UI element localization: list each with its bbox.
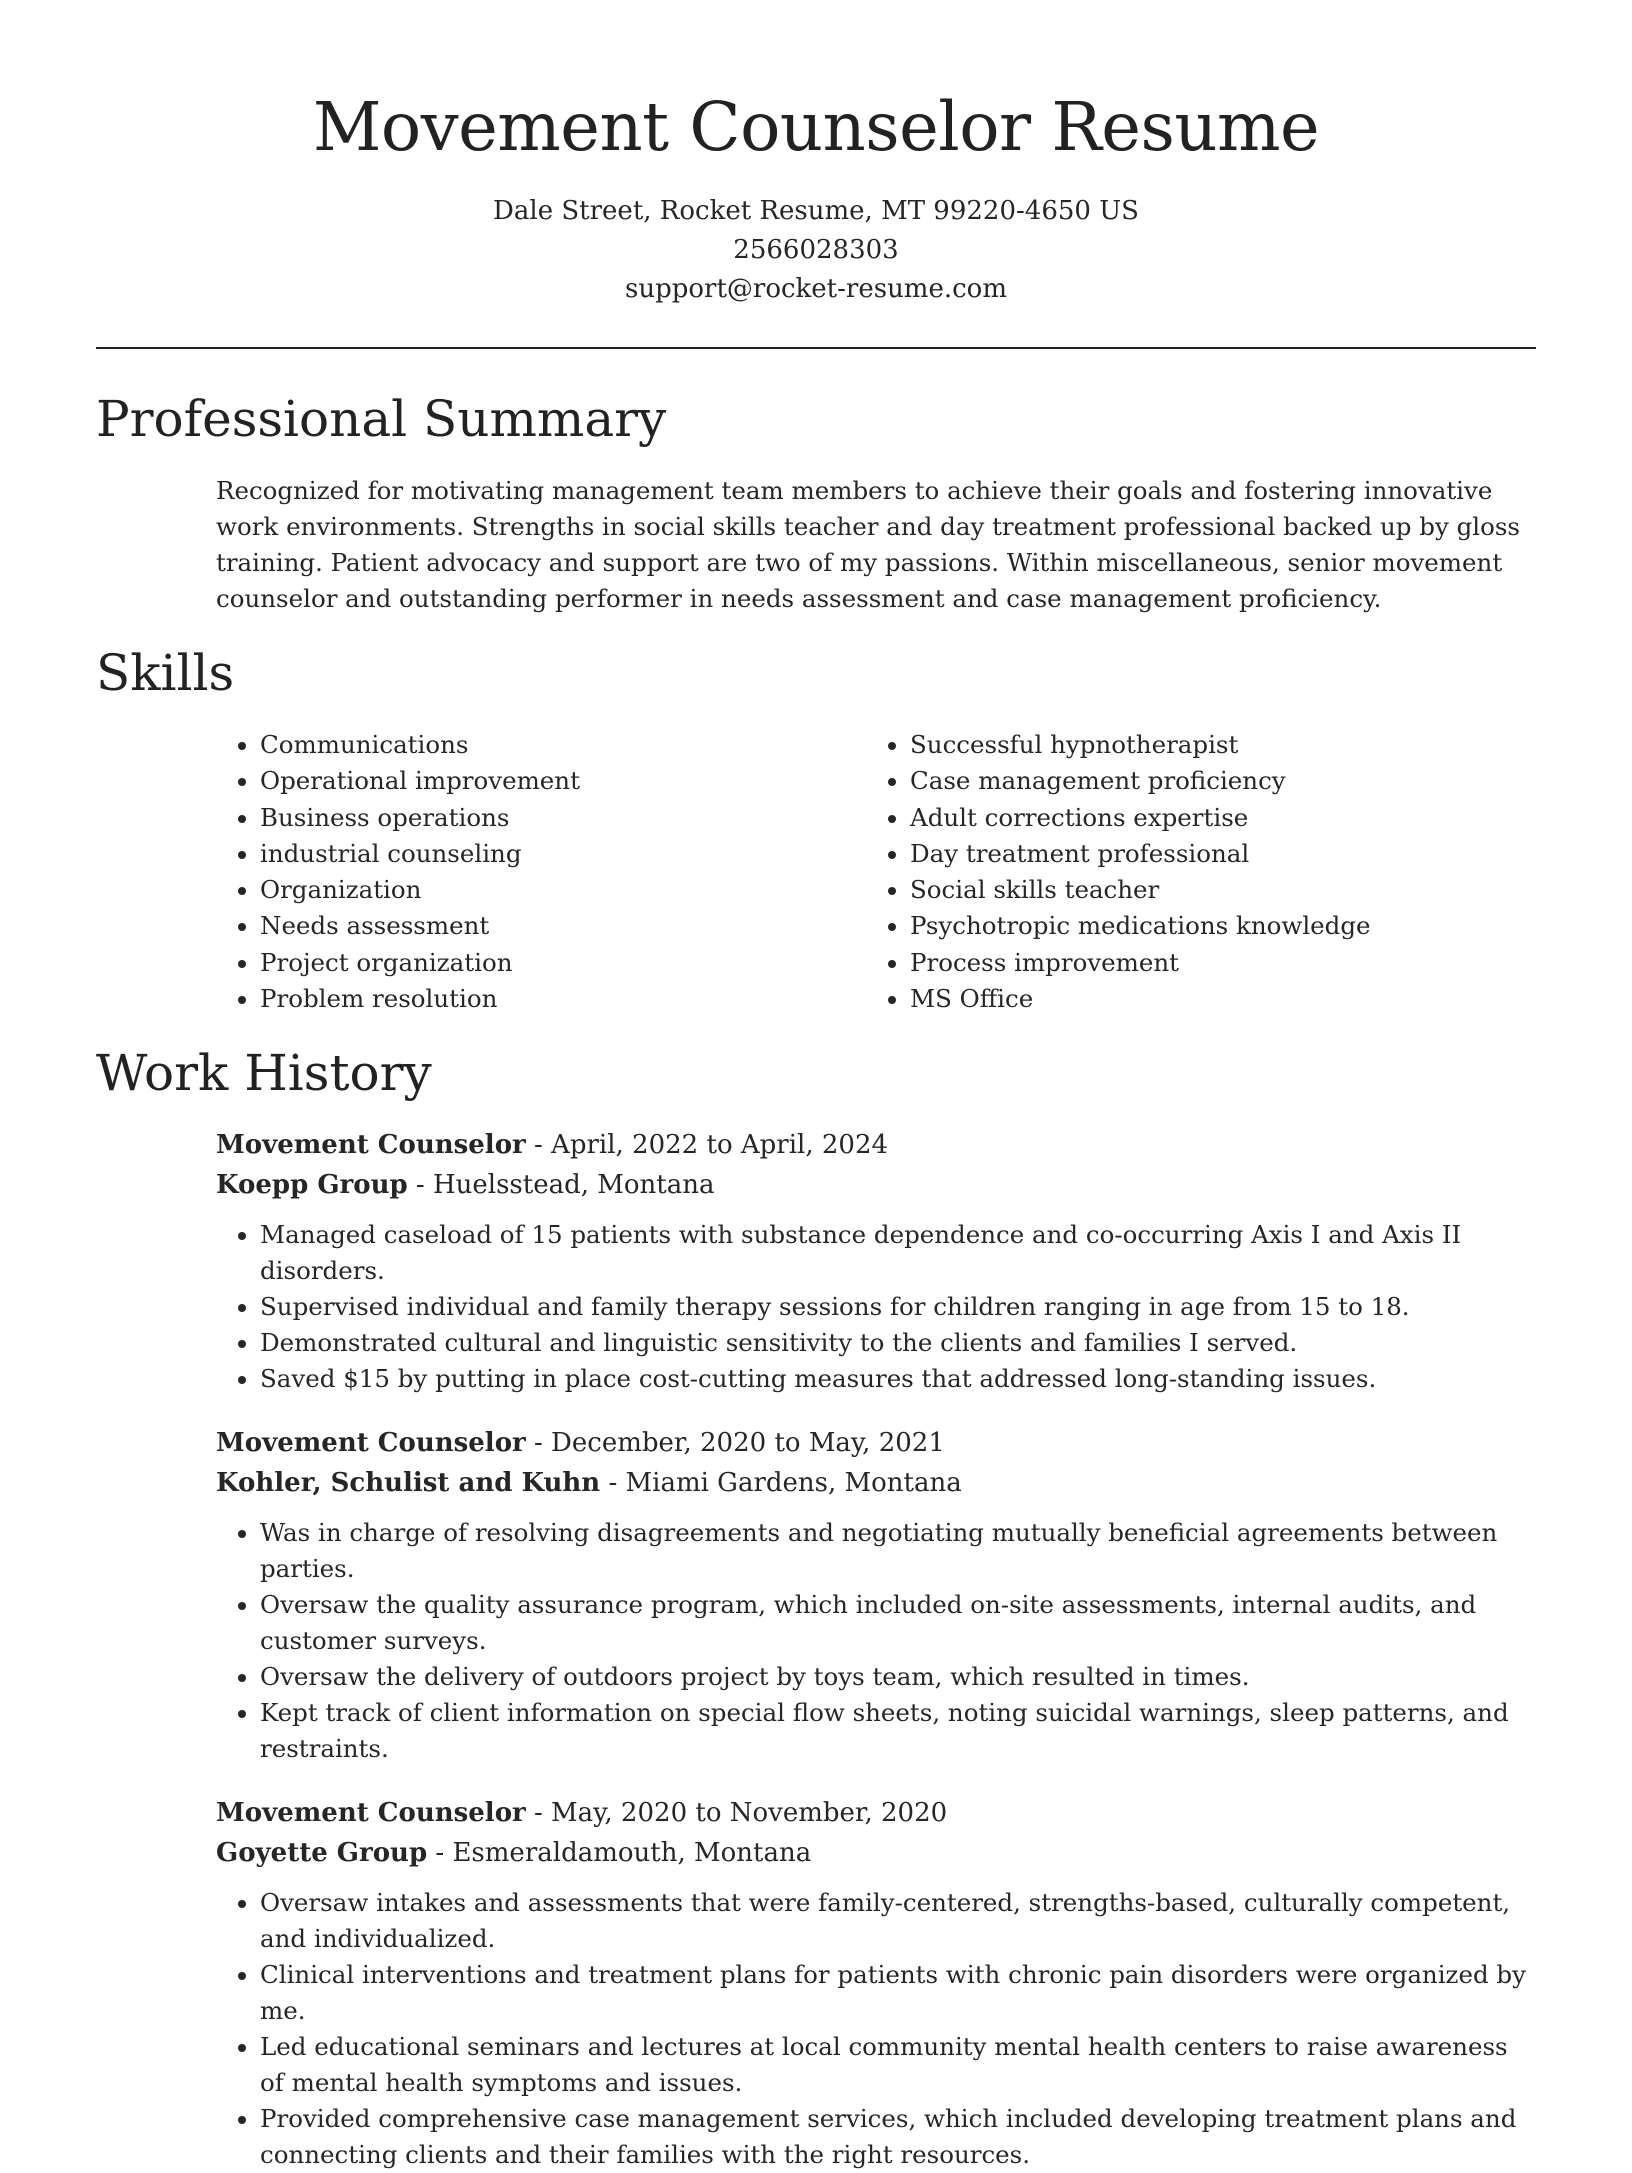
job-role: Movement Counselor xyxy=(216,1798,526,1829)
job-title-line xyxy=(216,1793,1536,1833)
skill-item: • Organization xyxy=(260,872,866,908)
job-dates: - December, 2020 to May, 2021 xyxy=(525,1428,945,1459)
skill-item: • industrial counseling xyxy=(260,836,866,872)
job-bullet: • Led educational seminars and lectures at local community mental health centers to raise awareness of mental health symptoms and issues. xyxy=(260,2029,1536,2101)
skills-list xyxy=(216,727,1536,1017)
job-role: Movement Counselor xyxy=(216,1428,526,1459)
job-bullet: • Clinical interventions and treatment plans for patients with chronic pain disorders were organized by me. xyxy=(260,1957,1536,2029)
skill-item: • Needs assessment xyxy=(260,908,866,944)
skill-item: • Problem resolution xyxy=(260,981,866,1017)
header-divider xyxy=(96,347,1536,349)
job-company-line xyxy=(216,1833,1536,1873)
job-company: Koepp Group xyxy=(216,1170,408,1201)
skill-item: • Social skills teacher xyxy=(910,872,1371,908)
contact-phone: 2566028303 xyxy=(733,235,899,265)
skill-item: • Day treatment professional xyxy=(910,836,1371,872)
summary-text: Recognized for motivating management team members to achieve their goals and fostering innovative work environments. Strengths in social skills teacher and day treatment professional backed up by gloss training. Patient advocacy and support are two of my passions. Within miscellaneous, senior movement counselor and outstanding performer in needs assessment and case management proficiency. xyxy=(216,476,1520,613)
contact-address: Dale Street, Rocket Resume, MT 99220-4650 US xyxy=(493,196,1139,226)
job-bullets xyxy=(216,1217,1536,1397)
job-location: - Esmeraldamouth, Montana xyxy=(427,1838,812,1869)
job-company: Kohler, Schulist and Kuhn xyxy=(216,1468,601,1499)
job-location: - Miami Gardens, Montana xyxy=(600,1468,962,1499)
skill-item: • Business operations xyxy=(260,800,866,836)
contact-email: support@rocket-resume.com xyxy=(624,274,1007,304)
job-bullet: • Kept track of client information on special flow sheets, noting suicidal warnings, sleep patterns, and restraints. xyxy=(260,1695,1536,1767)
job-entry xyxy=(216,1125,1536,1397)
job-bullet: • Provided comprehensive case management services, which included developing treatment plans and connecting clients and their families with the right resources. xyxy=(260,2101,1536,2173)
job-company-line xyxy=(216,1463,1536,1503)
resume-page xyxy=(96,0,1536,2173)
skills-column-right xyxy=(866,727,1371,1017)
job-title-line xyxy=(216,1423,1536,1463)
skills-column-left xyxy=(216,727,866,1017)
job-entry xyxy=(216,1423,1536,1767)
job-bullet: • Demonstrated cultural and linguistic sensitivity to the clients and families I served. xyxy=(260,1325,1536,1361)
job-location: - Huelsstead, Montana xyxy=(407,1170,715,1201)
job-bullet: • Oversaw intakes and assessments that were family-centered, strengths-based, culturally competent, and individualized. xyxy=(260,1885,1536,1957)
skill-item: • Process improvement xyxy=(910,945,1371,981)
job-company-line xyxy=(216,1165,1536,1205)
resume-title: Movement Counselor Resume xyxy=(312,88,1320,166)
skills-heading: Skills xyxy=(96,644,235,702)
job-bullet: • Managed caseload of 15 patients with substance dependence and co-occurring Axis I and Axis II disorders. xyxy=(260,1217,1536,1289)
job-title-line xyxy=(216,1125,1536,1165)
skill-item: • Successful hypnotherapist xyxy=(910,727,1371,763)
skill-item: • Communications xyxy=(260,727,866,763)
summary-heading: Professional Summary xyxy=(96,390,667,448)
work-history-heading: Work History xyxy=(96,1044,432,1103)
job-bullet: • Saved $15 by putting in place cost-cutting measures that addressed long-standing issues. xyxy=(260,1361,1536,1397)
contact-block xyxy=(96,192,1536,309)
skill-item: • Psychotropic medications knowledge xyxy=(910,908,1371,944)
job-role: Movement Counselor xyxy=(216,1130,526,1161)
skill-item: • Project organization xyxy=(260,945,866,981)
job-bullets xyxy=(216,1515,1536,1767)
job-bullet: • Oversaw the quality assurance program, which included on-site assessments, internal audits, and customer surveys. xyxy=(260,1587,1536,1659)
job-company: Goyette Group xyxy=(216,1838,428,1869)
resume-header xyxy=(96,0,1536,309)
skill-item: • Case management proficiency xyxy=(910,763,1371,799)
skill-item: • MS Office xyxy=(910,981,1371,1017)
job-dates: - April, 2022 to April, 2024 xyxy=(525,1130,889,1161)
skill-item: • Adult corrections expertise xyxy=(910,800,1371,836)
job-bullet: • Oversaw the delivery of outdoors project by toys team, which resulted in times. xyxy=(260,1659,1536,1695)
job-bullet: • Was in charge of resolving disagreements and negotiating mutually beneficial agreements between parties. xyxy=(260,1515,1536,1587)
job-dates: - May, 2020 to November, 2020 xyxy=(525,1798,948,1829)
job-entry xyxy=(216,1793,1536,2173)
skill-item: • Operational improvement xyxy=(260,763,866,799)
job-bullet: • Supervised individual and family therapy sessions for children ranging in age from 15 to 18. xyxy=(260,1289,1536,1325)
job-bullets xyxy=(216,1885,1536,2173)
